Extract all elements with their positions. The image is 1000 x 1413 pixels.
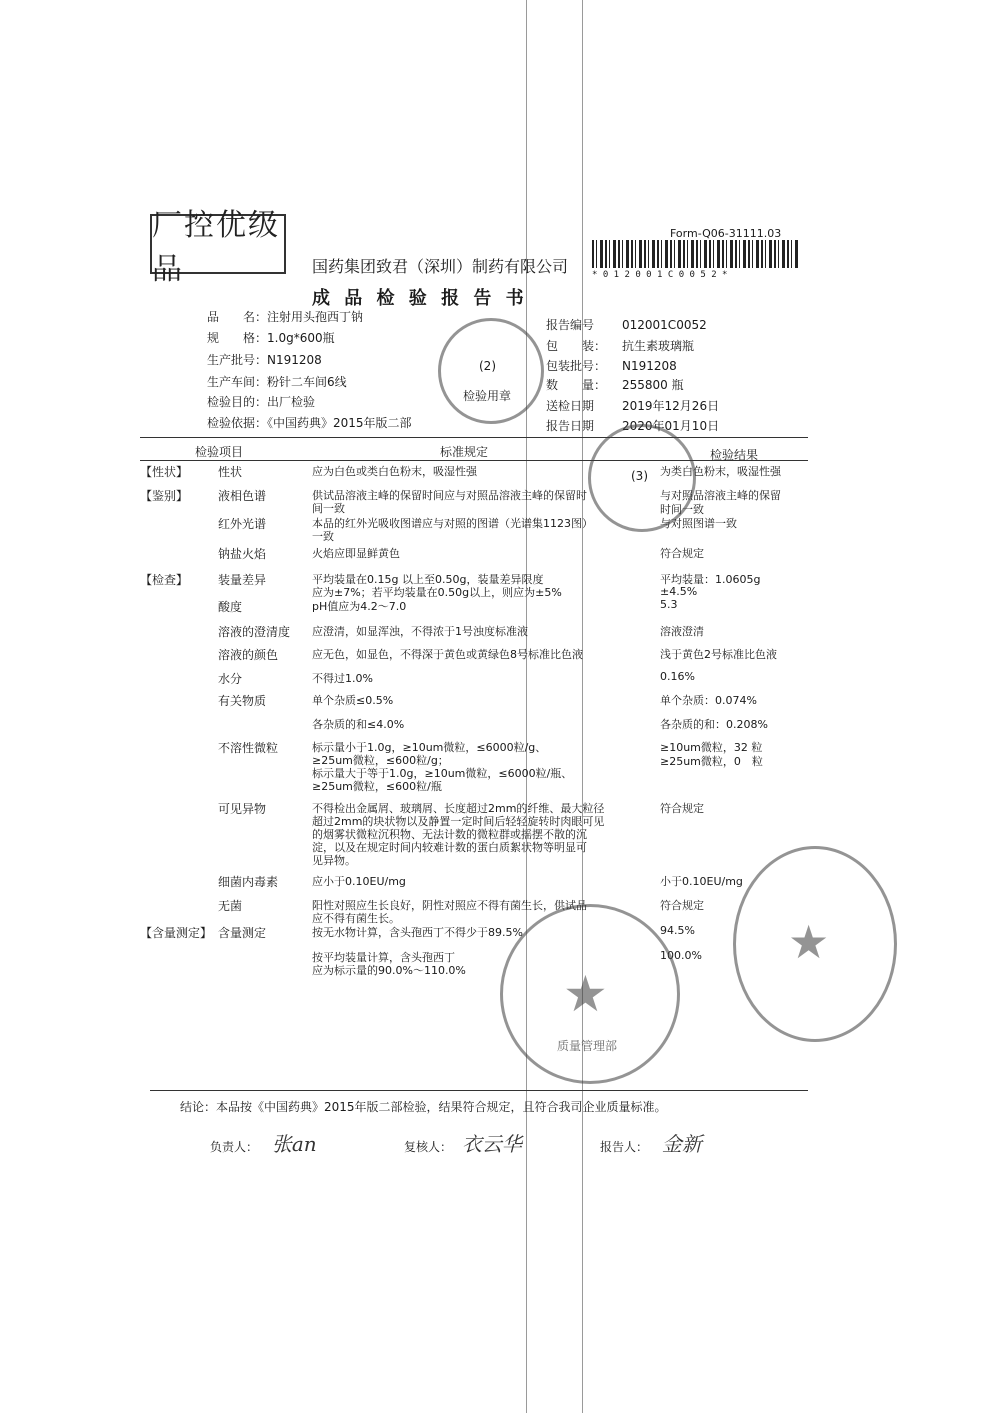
row-result: ±4.5% [660,585,698,598]
row-standard: 见异物。 [312,854,356,867]
row-item: 装量差异 [218,573,267,587]
row-result: 符合规定 [660,547,704,560]
field-label: 检验目的： [207,395,268,409]
row-result: ≥10um微粒，32 粒 [660,741,763,754]
field-label: 规 格： [207,331,268,345]
row-standard: ≥25um微粒，≤600粒/g； [312,754,449,767]
row-result: 与对照品溶液主峰的保留 [660,489,781,502]
row-standard: 不得检出金属屑、玻璃屑、长度超过2mm的纤维、最大粒径 [312,802,605,815]
barcode-text: * 0 1 2 0 0 1 C 0 0 5 2 * [592,270,728,280]
barcode [592,240,800,268]
field-value: 注射用头孢西丁钠 [267,310,364,324]
row-standard: 应小于0.10EU/mg [312,875,406,888]
row-result: ≥25um微粒，0 粒 [660,755,763,768]
field-value: 出厂检验 [267,395,316,409]
row-standard: 火焰应即显鲜黄色 [312,547,400,560]
field-row [207,308,363,325]
table-header-rule [140,460,808,461]
fold-line [526,0,527,1413]
row-standard: 阳性对照应生长良好，阴性对照应不得有菌生长，供试品 [312,899,587,912]
field-row [546,397,719,414]
col-header-result: 检验结果 [710,448,759,462]
row-standard: 标示量小于1.0g，≥10um微粒，≤6000粒/g、 [312,741,547,754]
row-standard: 单个杂质≤0.5% [312,694,394,707]
field-value: 1.0g*600瓶 [267,331,335,345]
field-value: 255800 瓶 [622,378,684,392]
company-quality-seal [500,904,680,1084]
row-standard: 应不得有菌生长。 [312,912,400,925]
row-item: 酸度 [218,600,243,614]
row-result: 100.0% [660,949,702,962]
inspection-seal [588,424,696,532]
field-row [207,393,315,410]
table-top-rule [140,437,808,438]
doc-title: 成 品 检 验 报 告 书 [312,288,528,309]
row-result: 符合规定 [660,899,704,912]
row-result: 符合规定 [660,802,704,815]
row-item: 溶液的颜色 [218,648,279,662]
row-item: 细菌内毒素 [218,875,279,889]
row-standard: 供试品溶液主峰的保留时间应与对照品溶液主峰的保留时 [312,489,587,502]
seal-caption: 质量管理部 [557,1039,618,1053]
row-standard: 按无水物计算，含头孢西丁不得少于89.5% [312,926,523,939]
table-bottom-rule [150,1090,808,1091]
field-value: 《中国药典》2015年版二部 [267,416,412,430]
row-standard: pH值应为4.2～7.0 [312,600,407,613]
row-result: 为类白色粉末，吸湿性强 [660,465,781,478]
star-icon: ★ [788,915,830,969]
field-row [546,376,684,393]
signature-label: 报告人： [600,1140,649,1154]
row-standard: 应澄清，如显浑浊，不得浓于1号浊度标准液 [312,625,528,638]
row-result: 与对照图谱一致 [660,517,737,530]
field-row [546,337,694,354]
row-standard: 不得过1.0% [312,672,373,685]
field-label: 生产车间： [207,375,268,389]
form-code: Form-Q06-31111.03 [670,227,782,240]
row-item: 液相色谱 [218,489,267,503]
row-item: 溶液的澄清度 [218,625,291,639]
row-result: 单个杂质：0.074% [660,694,757,707]
field-row [207,351,322,368]
field-value: 粉针二车间6线 [267,375,347,389]
field-label: 包装批号： [546,359,607,373]
row-item: 无菌 [218,899,243,913]
row-item: 可见异物 [218,802,267,816]
row-standard: 平均装量在0.15g 以上至0.50g，装量差异限度 [312,573,544,586]
field-label: 品 名： [207,310,268,324]
row-item: 红外光谱 [218,517,267,531]
field-value: 2019年12月26日 [622,399,720,413]
quality-grade-text: 厂控优级品 [152,208,280,287]
field-label: 包 装： [546,339,607,353]
row-standard: 应无色，如显色，不得深于黄色或黄绿色8号标准比色液 [312,648,583,661]
signature-block [600,1128,702,1157]
row-result: 小于0.10EU/mg [660,875,743,888]
row-standard: 本品的红外光吸收图谱应与对照的图谱（光谱集1123图） [312,517,593,530]
field-label: 生产批号： [207,353,268,367]
row-standard: 一致 [312,530,334,543]
company-name: 国药集团致君（深圳）制药有限公司 [312,257,569,276]
fold-line [582,0,583,1413]
row-standard: 的烟雾状微粒沉积物、无法计数的微粒群或摇摆不散的沉 [312,828,587,841]
row-item: 水分 [218,672,243,686]
row-standard: ≥25um微粒，≤600粒/瓶 [312,780,442,793]
row-standard: 按平均装量计算，含头孢西丁 [312,951,455,964]
field-label: 送检日期 [546,399,595,413]
signature-label: 复核人： [404,1140,453,1154]
field-value: N191208 [267,353,322,367]
row-item: 不溶性微粒 [218,741,279,755]
row-standard: 间一致 [312,502,345,515]
row-standard: 超过2mm的块状物以及静置一定时间后轻轻旋转时肉眼可见 [312,815,605,828]
field-row [207,373,347,390]
row-standard: 应为白色或类白色粉末，吸湿性强 [312,465,477,478]
row-result: 溶液澄清 [660,625,704,638]
field-label: 检验依据： [207,416,268,430]
signature-label: 负责人： [210,1140,259,1154]
row-result: 各杂质的和：0.208% [660,718,768,731]
field-label: 数 量： [546,378,607,392]
row-result: 0.16% [660,670,695,683]
row-category: 【性状】 [140,465,189,479]
seal-number: (2) [479,359,496,373]
row-result: 5.3 [660,598,678,611]
row-category: 【检查】 [140,573,189,587]
conclusion: 结论：本品按《中国药典》2015年版二部检验，结果符合规定，且符合我司企业质量标准。 [180,1100,667,1114]
field-row [546,357,677,374]
inspection-seal [438,318,544,424]
row-result: 浅于黄色2号标准比色液 [660,648,777,661]
signature-image: 衣云华 [461,1132,522,1156]
pharma-company-seal [733,846,897,1042]
field-value: N191208 [622,359,677,373]
row-category: 【含量测定】 [140,926,213,940]
field-value: 012001C0052 [622,318,707,332]
signature-image: 张an [271,1132,317,1156]
col-header-standard: 标准规定 [440,445,489,459]
field-row [546,316,707,333]
field-label: 报告日期 [546,419,595,433]
row-standard: 各杂质的和≤4.0% [312,718,405,731]
seal-caption: 检验用章 [463,389,512,403]
row-item: 性状 [218,465,243,479]
signature-block [210,1128,317,1157]
field-value: 2020年01月10日 [622,419,720,433]
row-standard: 标示量大于等于1.0g，≥10um微粒，≤6000粒/瓶、 [312,767,573,780]
field-value: 抗生素玻璃瓶 [622,339,695,353]
field-row [207,329,335,346]
star-icon: ★ [563,965,608,1023]
row-result: 平均装量：1.0605g [660,573,761,586]
row-result: 94.5% [660,924,695,937]
row-category: 【鉴别】 [140,489,189,503]
row-item: 含量测定 [218,926,267,940]
row-result: 时间一致 [660,503,704,516]
quality-grade-stamp [150,208,286,287]
row-item: 有关物质 [218,694,267,708]
row-item: 钠盐火焰 [218,547,267,561]
field-label: 报告编号 [546,318,595,332]
field-row [207,414,412,431]
signature-image: 金新 [661,1132,702,1156]
row-standard: 应为±7%；若平均装量在0.50g以上，则应为±5% [312,586,562,599]
col-header-item: 检验项目 [195,445,244,459]
signature-block [404,1128,522,1157]
row-standard: 应为标示量的90.0%～110.0% [312,964,466,977]
seal-number: (3) [631,469,648,483]
row-standard: 淀，以及在规定时间内较难计数的蛋白质絮状物等明显可 [312,841,587,854]
